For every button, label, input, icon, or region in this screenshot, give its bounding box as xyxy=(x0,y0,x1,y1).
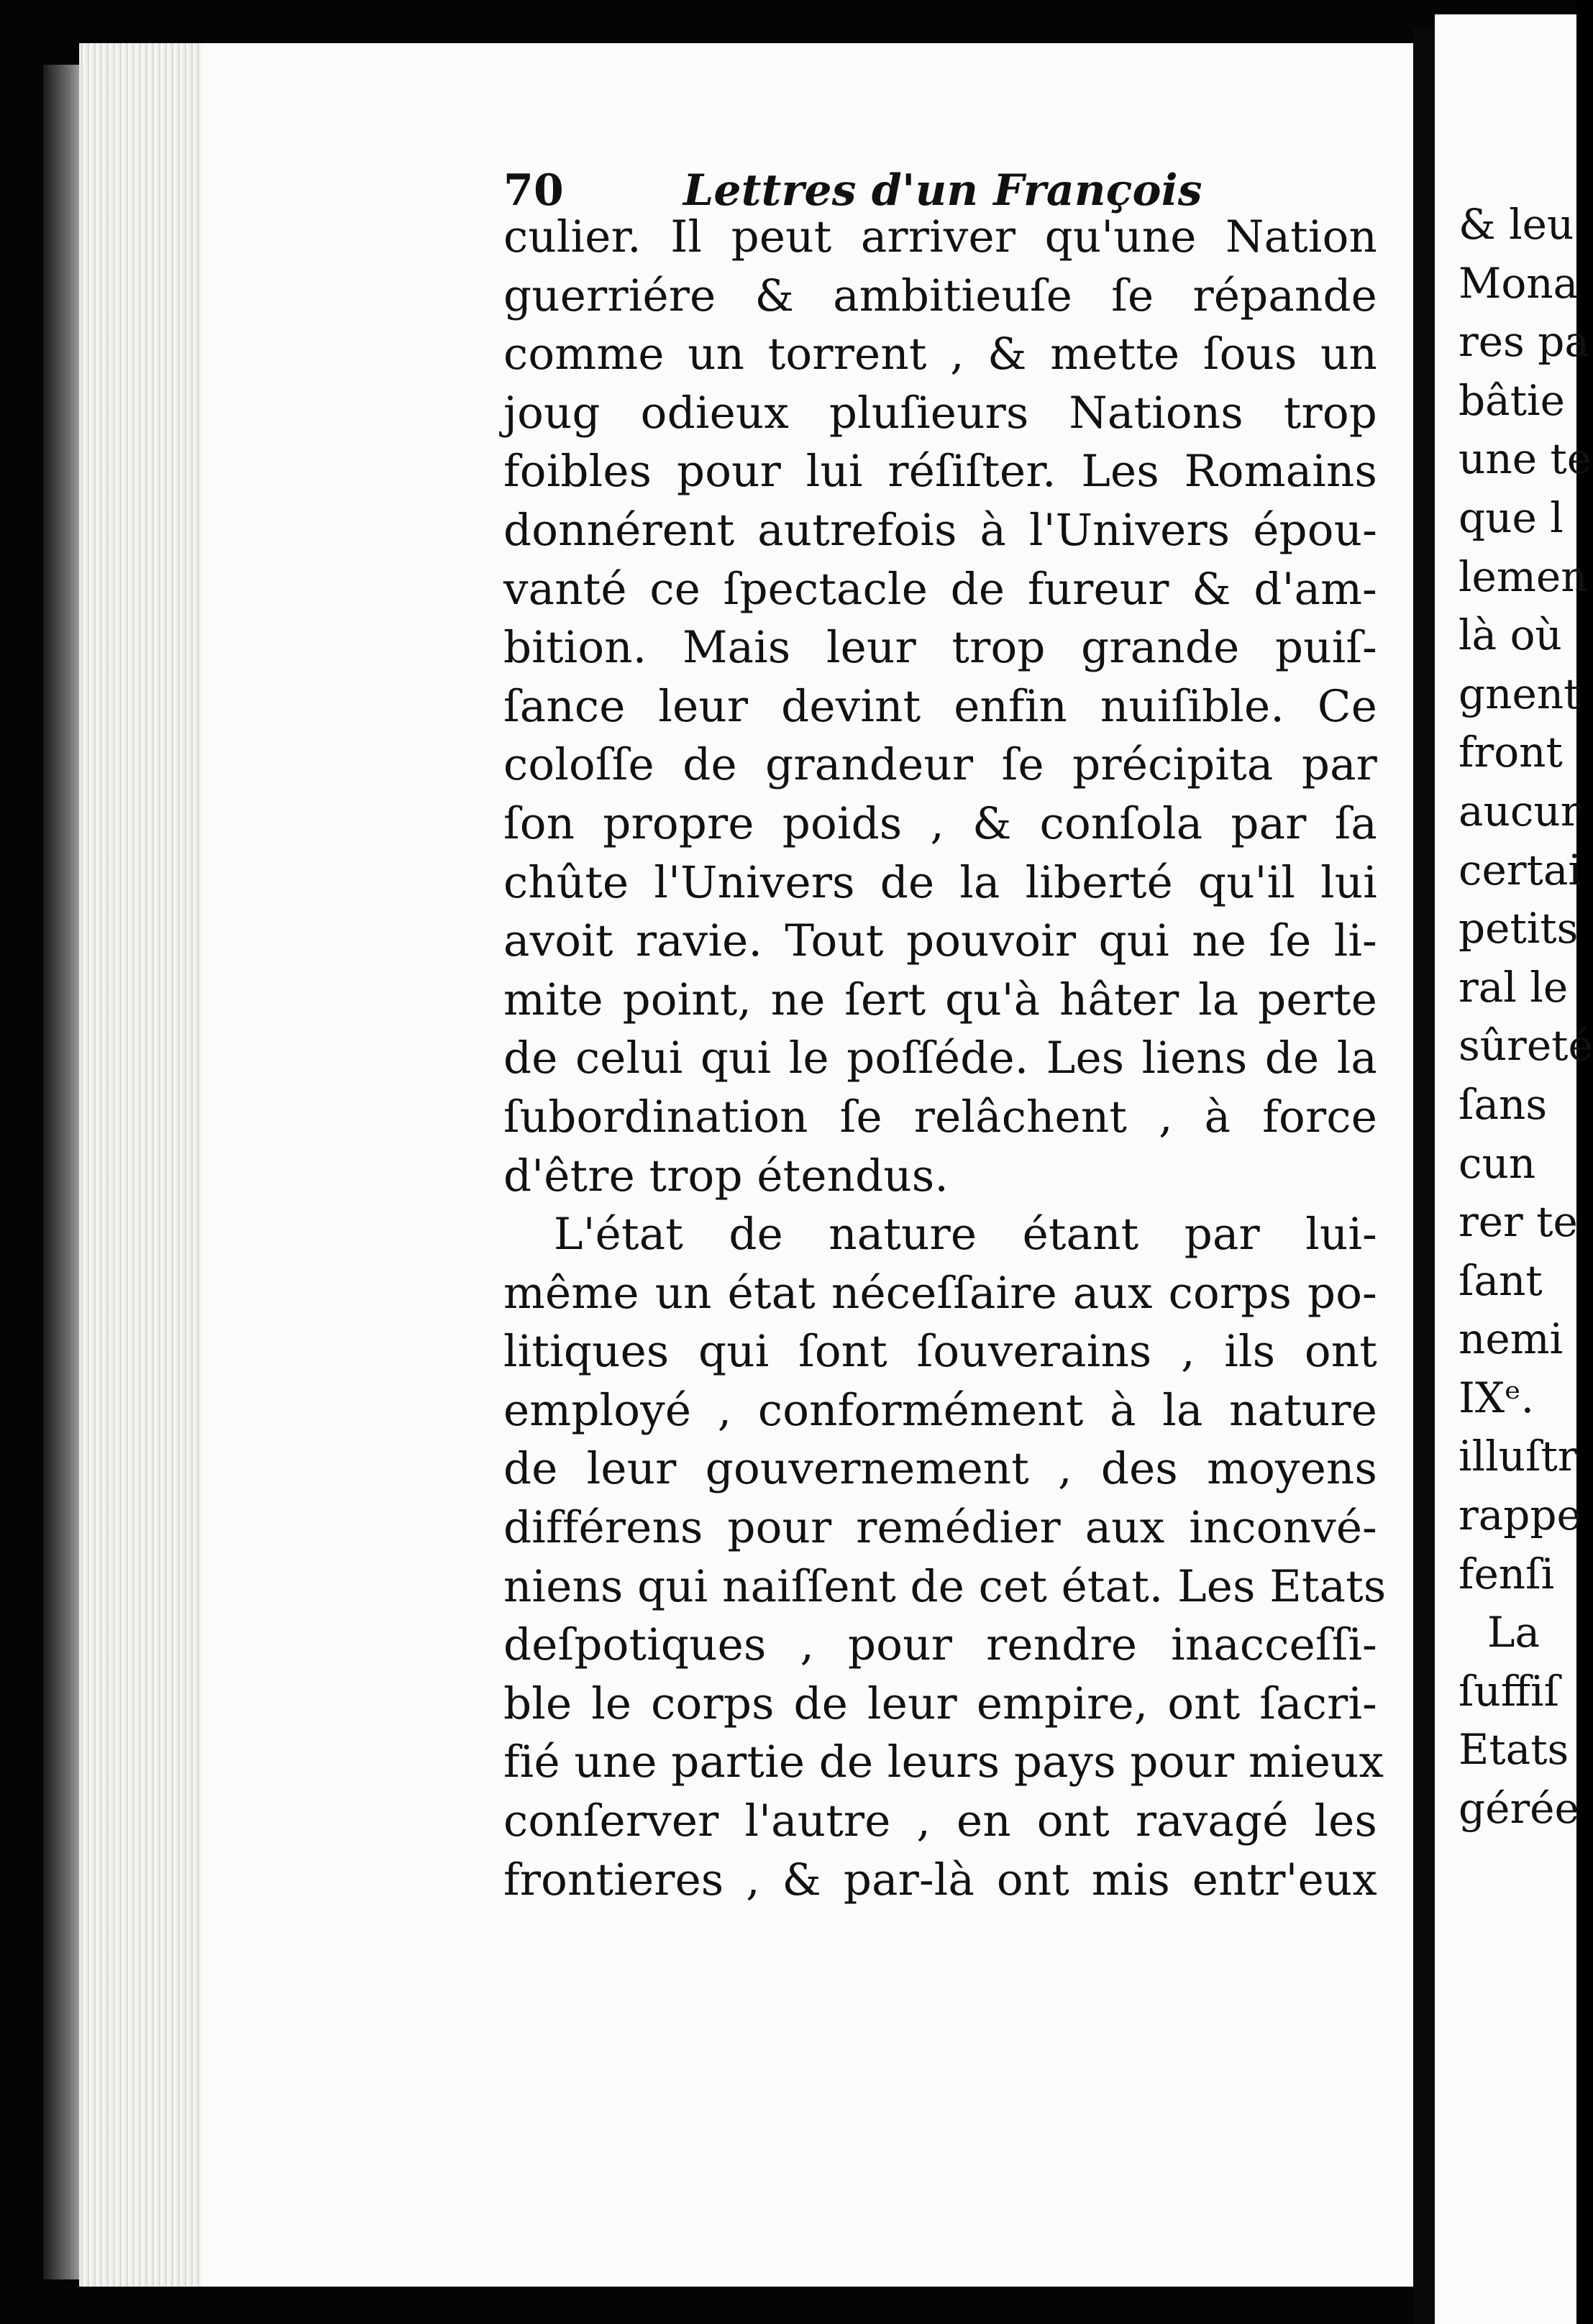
page-header xyxy=(503,162,1377,216)
text-line: conſerver l'autre , en ont ravagé les xyxy=(503,1795,1377,1847)
text-line: deſpotiques , pour rendre inacceſſi- xyxy=(503,1619,1377,1671)
right-text-line: nemi xyxy=(1459,1314,1564,1364)
text-line: ſon propre poids , & conſola par ſa xyxy=(503,797,1377,849)
right-text-line: ſuffiſ xyxy=(1459,1666,1560,1716)
text-line: comme un torrent , & mette ſous un xyxy=(503,329,1377,380)
text-line: fié une partie de leurs pays pour mieux xyxy=(503,1737,1384,1788)
right-page-text xyxy=(1459,196,1593,1839)
text-line: mite point, ne ſert qu'à hâter la perte xyxy=(503,974,1377,1025)
right-text-line: La xyxy=(1487,1608,1540,1657)
text-line: ſubordination ſe relâchent , à force xyxy=(503,1091,1377,1143)
right-text-line: cun xyxy=(1459,1138,1536,1188)
right-text-line: certai xyxy=(1459,845,1581,895)
right-text-line: une te xyxy=(1459,434,1592,484)
right-text-line: sûreté xyxy=(1459,1021,1593,1071)
text-line: même un état néceſſaire aux corps po- xyxy=(503,1267,1377,1319)
right-text-line: Mona xyxy=(1459,258,1579,308)
right-text-line: que l xyxy=(1459,493,1564,542)
right-text-line: là où xyxy=(1459,610,1562,660)
right-text-line: rappe xyxy=(1459,1491,1581,1540)
text-line: donnérent autrefois à l'Univers épou- xyxy=(503,504,1377,556)
text-line: de celui qui le poſſéde. Les liens de la xyxy=(503,1033,1377,1084)
text-line: ſance leur devint enfin nuiſible. Ce xyxy=(503,680,1377,732)
right-text-line: front xyxy=(1459,728,1563,777)
text-line: niens qui naiſſent de cet état. Les Etats xyxy=(503,1560,1387,1612)
right-text-line: IXᵉ. xyxy=(1459,1373,1535,1422)
page-number: 70 xyxy=(503,165,564,216)
right-text-line: fenſi xyxy=(1459,1549,1555,1598)
right-text-line: ral le xyxy=(1459,962,1569,1012)
text-line: L'état de nature étant par lui- xyxy=(554,1209,1377,1261)
right-text-line: lemen xyxy=(1459,552,1588,601)
right-text-line: ſant xyxy=(1459,1255,1543,1305)
stacked-page-edges xyxy=(79,43,201,2287)
text-line: chûte l'Univers de la liberté qu'il lui xyxy=(503,856,1377,908)
book-gutter xyxy=(1413,29,1435,2324)
text-line: vanté ce ſpectacle de fureur & d'am- xyxy=(503,563,1377,615)
right-text-line: Etats xyxy=(1459,1725,1569,1775)
right-text-line: gnent xyxy=(1459,669,1581,718)
text-line: d'être trop étendus. xyxy=(503,1150,949,1202)
text-line: litiques qui ſont ſouverains , ils ont xyxy=(503,1326,1377,1378)
right-text-line: gérée xyxy=(1459,1784,1579,1834)
text-line: culier. Il peut arriver qu'une Nation xyxy=(503,211,1377,262)
text-line: coloſſe de grandeur ſe précipita par xyxy=(503,739,1377,791)
text-line: joug odieux pluſieurs Nations trop xyxy=(503,387,1377,439)
text-line: bition. Mais leur trop grande puiſ- xyxy=(503,622,1377,674)
right-text-line: res pa xyxy=(1459,317,1589,367)
right-text-line: rer te xyxy=(1459,1197,1578,1247)
left-page-text xyxy=(503,162,1387,1909)
right-text-line: bâtie xyxy=(1459,375,1565,425)
right-text-line: illuſtr xyxy=(1459,1432,1578,1481)
text-line: ble le corps de leur empire, ont ſacri- xyxy=(503,1678,1377,1729)
text-line: employé , conformément à la nature xyxy=(503,1384,1377,1436)
text-line: différens pour remédier aux inconvé- xyxy=(503,1502,1377,1554)
text-line: guerriére & ambitieuſe ſe répande xyxy=(503,270,1377,321)
right-text-line: aucur xyxy=(1459,786,1581,836)
right-text-line: & leu xyxy=(1459,200,1574,249)
right-text-line: petits xyxy=(1459,904,1579,953)
text-line: foibles pour lui réſiſter. Les Romains xyxy=(503,446,1377,498)
running-head: Lettres d'un François xyxy=(683,165,1202,216)
text-line: avoit ravie. Tout pouvoir qui ne ſe li- xyxy=(503,915,1377,967)
text-line: de leur gouvernement , des moyens xyxy=(503,1443,1377,1495)
right-text-line: ſans xyxy=(1459,1079,1548,1129)
text-line: frontieres , & par-là ont mis entr'eux xyxy=(503,1854,1377,1906)
